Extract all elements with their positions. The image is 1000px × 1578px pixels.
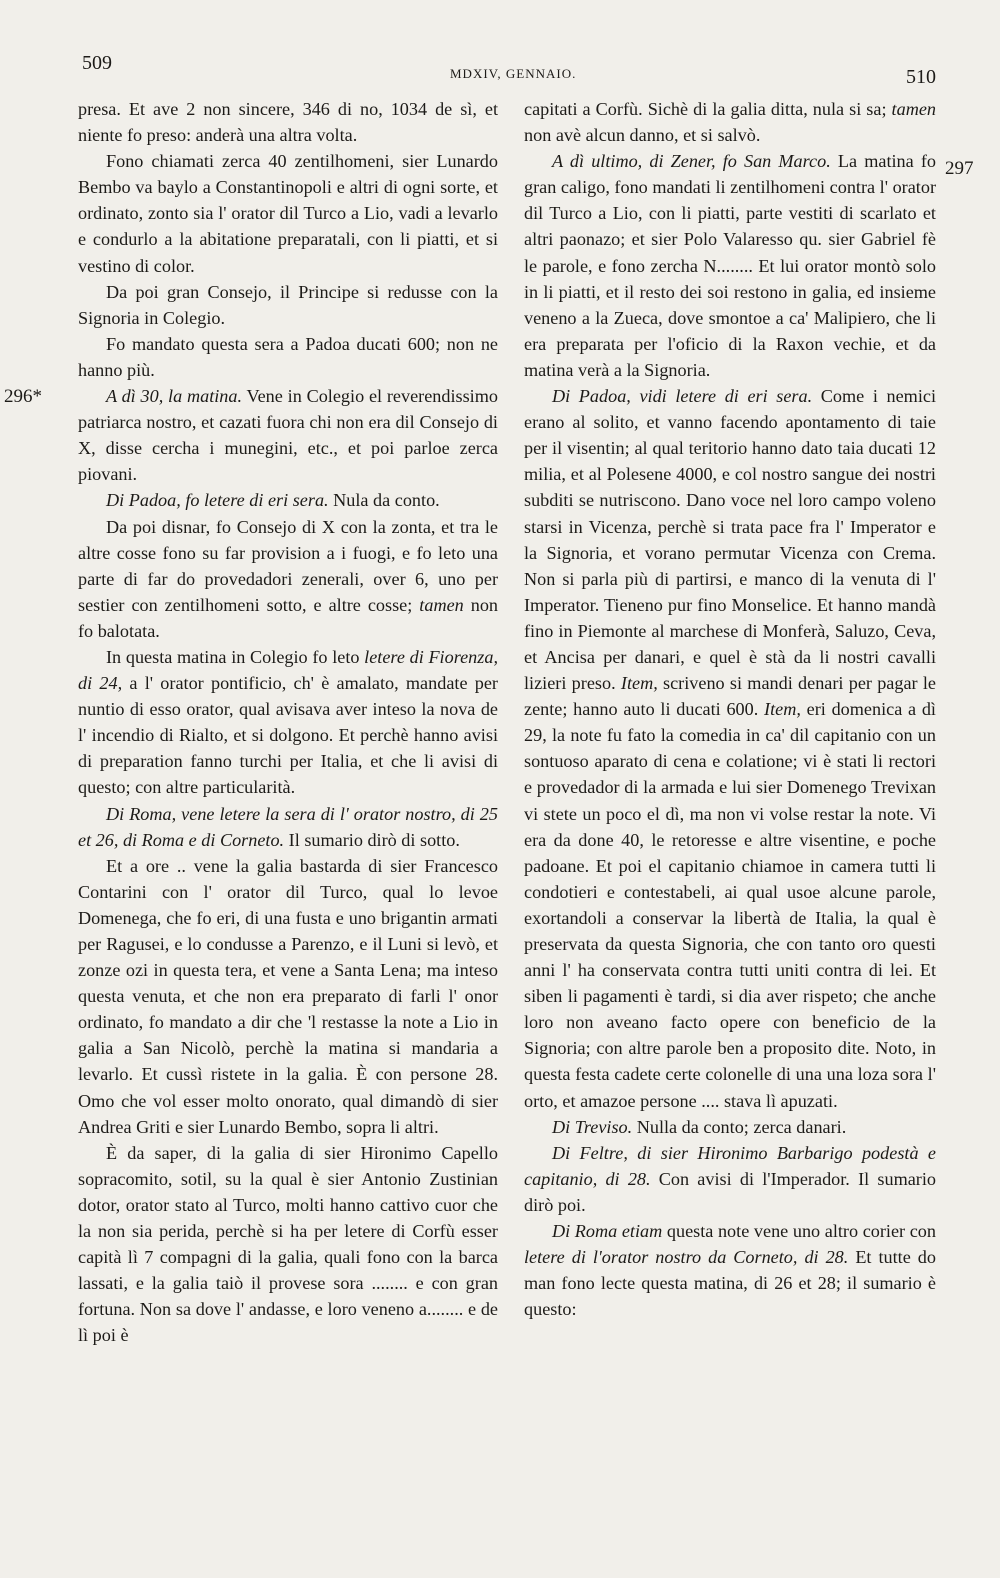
text-run: Fono chiamati zerca 40 zentilhomeni, sier Lunardo Bembo va baylo a Constantinopoli e altri di ogni sorte, et ordinato, zonto sia l' orator dil Turco a Lio, vadi a levarlo e condurlo a la abitatione preparatali, con li piatti, et si vestino di color. — [78, 151, 498, 276]
italic-text-run: Di Roma, vene letere la sera di l' orator nostro, di 25 et 26, di Roma e di Corneto. — [78, 803, 498, 850]
text-run: Nula da conto. — [328, 490, 440, 511]
paragraph — [78, 96, 498, 148]
text-run: È da saper, di la galia di sier Hironimo Capello sopracomito, sotil, su la qual è sier Antonio Zustinian dotor, orator stato al Turco, molti hanno cattivo cuor che la non sia perida, perchè si ha per letere di Corfù esser capità lì 7 compagni di la galia, quali fono con la barca lassati, e la galia taiò il provese sora ........ e con gran fortuna. Non sa dove l' andasse, e loro veneno a........ e de lì poi è — [78, 1142, 498, 1346]
paragraph — [78, 148, 498, 278]
italic-text-run: Di Roma etiam — [552, 1221, 663, 1242]
text-run: scriveno si mandi denari per pagar le zente; hanno auto li ducati 600. — [524, 673, 936, 720]
text-run: capitati a Corfù. Sichè di la galia ditta, nula si sa; — [524, 99, 892, 119]
paragraph — [78, 853, 498, 1140]
italic-text-run: Di Feltre, di sier Hironimo Barbarigo podestà e capitanio, di 28. — [524, 1142, 936, 1189]
text-run: Come i nemici erano al solito, et vanno facendo apontamento di taie per il visentin; al qual teritorio hanno dato taia ducati 12 milia, et al Polesene 4000, e col nostro sangue dei nostri subditi se nutriscono. Dano voce nel loro campo voleno starsi in Vicenza, perchè si trata pace fra l' Imperator e la Signoria, et vorano permutar Vicenza con Crema. Non si parla più di partirsi, e manco di la venuta di l' Imperator. Tieneno pur fino Monselice. Et hanno mandà fino in Piemonte al marchese di Monferà, Saluzo, Ceva, et Ancisa per danari, e quel è stà da li nostri cavalli lizieri preso. — [524, 386, 936, 694]
text-run: Et tutte do man fono lecte questa matina, di 26 et 28; il sumario è questo: — [524, 1247, 936, 1320]
paragraph — [78, 331, 498, 383]
text-run: eri domenica a dì 29, la note fu fato la comedia in ca' dil capitanio con un sontuoso aparato di cena e colatione; vi è stati li rectori e provedador di la armada e lui sier Domenego Trevixan vi stete un poco el dì, ma non vi volse restar la note. Vi era da done 40, le retoresse e altre visentine, e poche padoane. Et poi el capitanio chiamoe in camera tutti li condotieri e contestabeli, ai qual usoe alcune parole, exortandoli a conservar la libertà de Italia, la qual è preservata da questa Signoria, che con tanto oro questi anni l' ha conservata contra tutti uniti contra di lei. Et siben li pagamenti è tardi, si dia aver rispeto; che anche loro non aveano facto opere con beneficio de la Signoria; con altre parole ben a proposito dite. Noto, in questa festa cadete certe colonelle di una una loza sora l' orto, et amazoe persone .... stava lì apuzati. — [524, 699, 936, 1111]
italic-text-run: letere di l'orator nostro da Corneto, di 28. — [524, 1247, 849, 1268]
paragraph — [524, 1140, 936, 1218]
paragraph — [78, 801, 498, 853]
italic-text-run: Di Padoa, fo letere di eri sera. — [106, 490, 329, 511]
text-run: Fo mandato questa sera a Padoa ducati 600; non ne hanno più. — [78, 333, 498, 380]
text-run: questa note vene uno altro corier con — [662, 1221, 936, 1242]
paragraph — [78, 644, 498, 801]
text-run: Vene in Colegio el reverendissimo patriarca nostro, et cazati fuora chi non era dil Consejo di X, disse cercha i munegini, etc., et poi parloe zerca piovani. — [78, 386, 498, 485]
italic-text-run: tamen — [891, 99, 936, 119]
text-run: non fo balotata. — [78, 594, 499, 641]
text-run: Il sumario dirò di sotto. — [284, 829, 460, 850]
italic-text-run: A dì ultimo, di Zener, fo San Marco. — [552, 151, 831, 172]
paragraph — [78, 279, 498, 331]
italic-text-run: Item, — [620, 673, 658, 694]
text-run: Nulla da conto; zerca danari. — [632, 1116, 847, 1137]
text-run: a l' orator pontificio, ch' è amalato, mandate per nuntio di esso orator, qual avisava aver inteso la nova de l' incendio di Rialto, et si dolgono. Et perchè hanno avisi di preparation fanno turchi per Italia, et che li avisi di questo; con altre particularità. — [78, 673, 498, 798]
italic-text-run: A dì 30, la matina. — [106, 386, 243, 407]
text-run: Et a ore .. vene la galia bastarda di sier Francesco Contarini con l' orator dil Turco, qual lo levoe Domenega, che fo eri, di una fusta e uno brigantin armati per Ragusei, e lo condusse a Parenzo, e il Luni si levò, et zonze ozi in questa tera, et vene a Santa Lena; ma inteso questa venuta, et che non era preparato di farli l' onor ordinato, fo mandato a dir che 'l restasse la note a Lio in galia a San Nicolò, perchè la matina si mandaria a levarlo. Et cussì ristete in la galia. È con persone 28. Omo che vol esser molto onorato, qual dimandò di sier Andrea Griti e sier Lunardo Bembo, sopra li altri. — [78, 855, 498, 1137]
left-margin-note: 296* — [4, 386, 42, 407]
running-header-title: MDXIV, GENNAIO. — [450, 66, 577, 81]
italic-text-run: Di Padoa, vidi letere di eri sera. — [552, 386, 813, 407]
right-page-number: 510 — [906, 66, 936, 88]
paragraph — [78, 383, 498, 487]
text-run: non avè alcun danno, et si salvò. — [524, 125, 761, 146]
left-text-column — [78, 96, 498, 1349]
text-run: Da poi gran Consejo, il Principe si redusse con la Signoria in Colegio. — [78, 281, 498, 328]
paragraph — [78, 487, 498, 513]
italic-text-run: tamen — [419, 594, 464, 615]
italic-text-run: Item, — [764, 699, 801, 720]
text-run: La matina fo gran caligo, fono mandati li zentilhomeni contra l' orator dil Turco a Lio, con li piatti, parte vestiti di scarlato et altri paonazo; et sier Polo Valaresso qu. sier Gabriel fè le parole, e fono zercha N........ Et lui orator montò solo in li piatti, et il resto dei soi restono in galia, ed insieme veneno a la Zueca, dove smontoe a ca' Malipiero, che li era preparata per l'oficio di la Raxon vechie, et da matina verà a la Signoria. — [524, 151, 936, 380]
left-page-number: 509 — [82, 52, 112, 74]
italic-text-run: letere di Fiorenza, di 24, — [78, 646, 498, 694]
paragraph — [524, 1218, 936, 1322]
paragraph — [524, 1114, 936, 1140]
paragraph — [524, 148, 936, 383]
paragraph — [524, 383, 936, 1114]
text-run: Con avisi di l'Imperador. Il sumario dirò poi. — [524, 1168, 936, 1215]
italic-text-run: Di Treviso. — [552, 1116, 633, 1137]
right-margin-note: 297 — [945, 158, 974, 179]
text-run: In questa matina in Colegio fo leto — [106, 646, 365, 667]
text-run: Da poi disnar, fo Consejo di X con la zonta, et tra le altre cosse fono su far provision a i fuogi, e fo leto una parte di far do provedadori zenerali, over 6, uno per sestier con zentilhomeni sotto, e altre cosse; — [78, 516, 498, 615]
paragraph — [78, 1140, 498, 1349]
paragraph — [78, 514, 498, 644]
right-text-column — [524, 96, 936, 1322]
paragraph — [524, 96, 936, 148]
text-run: presa. Et ave 2 non sincere, 346 di no, 1034 de sì, et niente fo preso: anderà una altra volta. — [78, 99, 498, 146]
